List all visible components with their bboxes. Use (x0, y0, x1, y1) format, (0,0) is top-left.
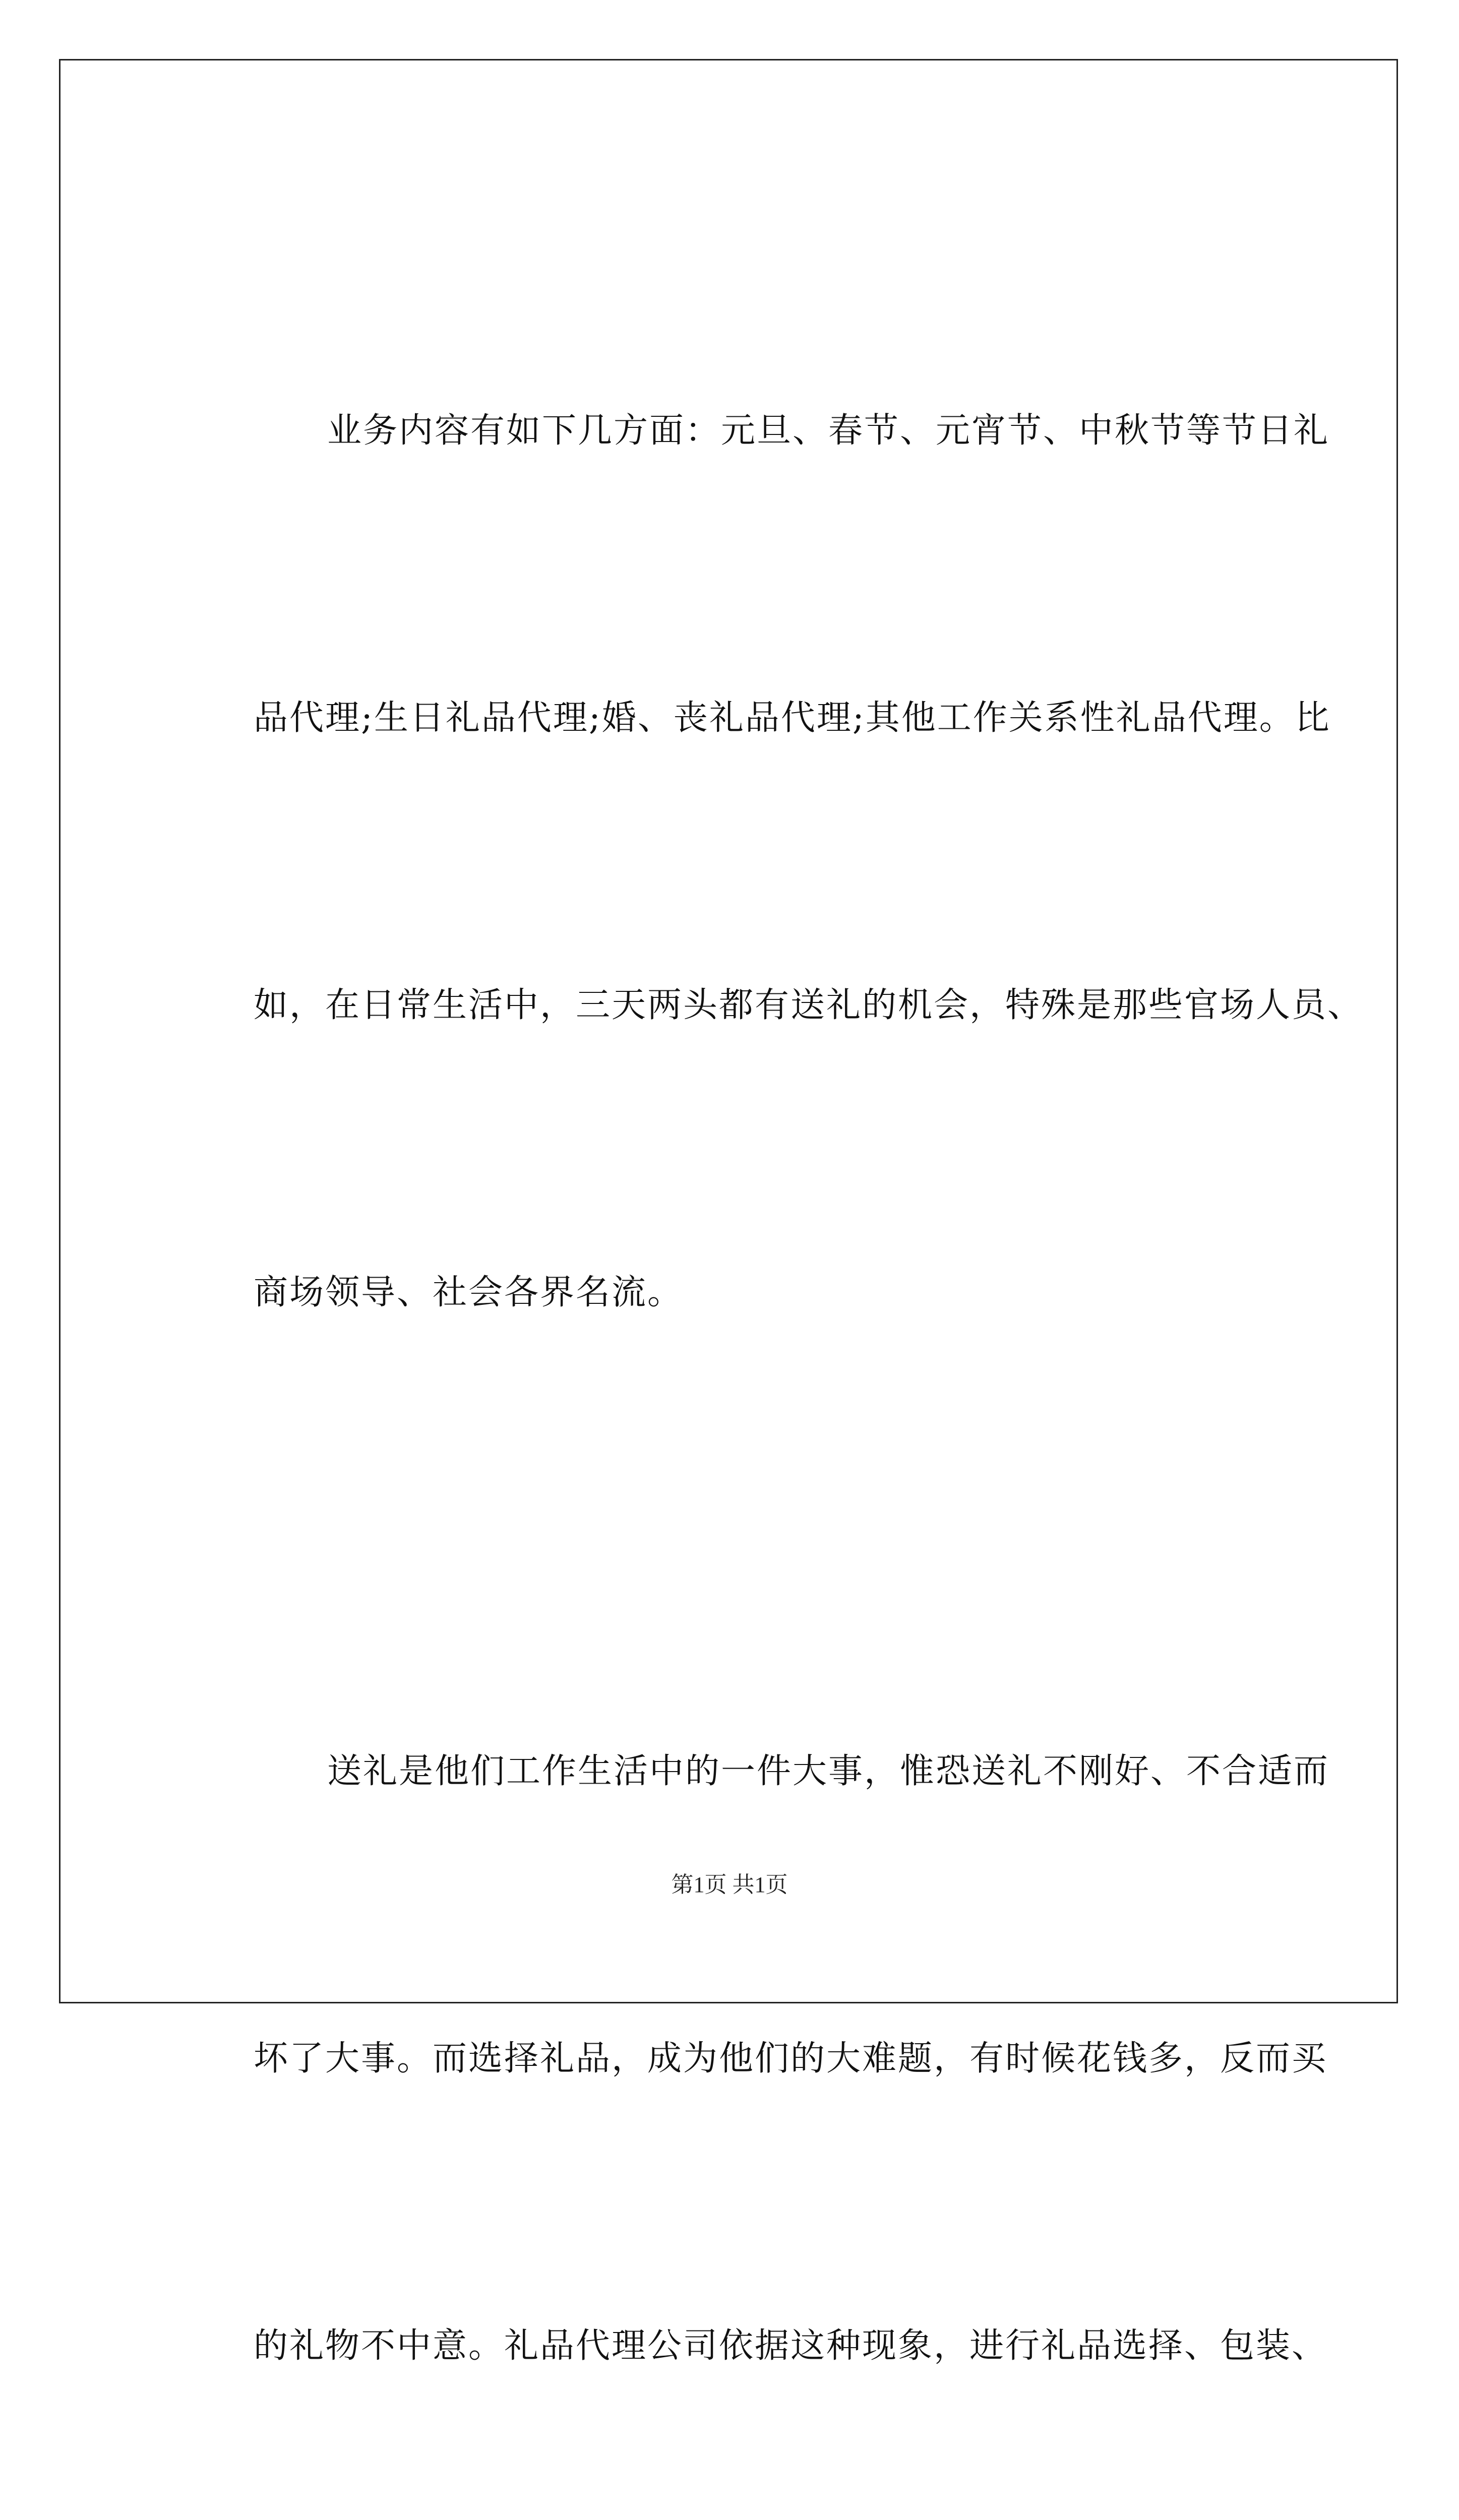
text-line: 坏了大事。而选择礼品，成为他们的大难题，有时候花钱多，反而买 (254, 2039, 1328, 2078)
text-line: 的礼物不中意。礼品代理公司依据这种现象，进行礼品选择、包装、 (254, 2326, 1328, 2366)
document-body (180, 192, 1364, 2520)
text-line: 商场领导、社会各界名流。 (254, 1273, 684, 1312)
text-line: 业务内容有如下几方面：元旦、春节、元宵节、中秋节等节日礼 (327, 411, 1330, 451)
paragraph-gift-agency-scope (180, 192, 1364, 1532)
paragraph-gift-agency-service (180, 1532, 1330, 2520)
text-line: 送礼是他们工作生活中的一件大事，惟恐送礼不刚好、不合适而 (327, 1751, 1330, 1791)
page-number-footer: 第1页 共1页 (671, 1872, 788, 1897)
text-line: 如，在日常生活中，三天两头都有送礼的机会，特殊是那些官场人员、 (254, 985, 1364, 1025)
text-line: 品代理;生日礼品代理;婚、丧礼品代理;其他工作关系性礼品代理。比 (254, 698, 1331, 738)
